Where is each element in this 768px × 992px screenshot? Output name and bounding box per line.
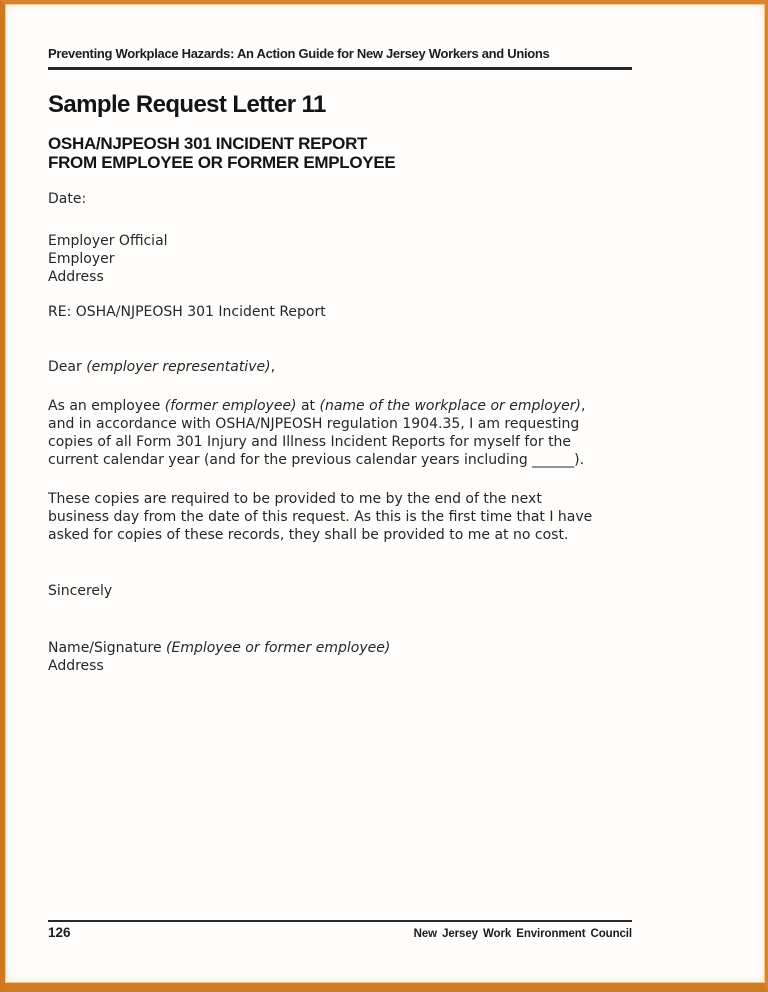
closing: Sincerely <box>48 583 113 599</box>
paragraph-terms-line-1: These copies are required to be provided to me by the end of the next <box>48 491 542 507</box>
letter-content <box>5 4 765 675</box>
paragraph-terms <box>48 490 632 544</box>
footer-organization: New Jersey Work Environment Council <box>413 928 632 940</box>
salutation-post: , <box>270 359 276 375</box>
paragraph-terms-line-3: asked for copies of these records, they shall be provided to me at no cost. <box>48 527 569 543</box>
paragraph-request-line-2: and in accordance with OSHA/NJPEOSH regulation 1904.35, I am requesting <box>48 416 580 432</box>
signature-address-line: Address <box>48 658 104 674</box>
signature-block <box>48 639 632 675</box>
paragraph-request-line-3: copies of all Form 301 Injury and Illness Incident Reports for myself for the <box>48 434 572 450</box>
page-number: 126 <box>48 925 71 940</box>
text-segment: As an employee <box>48 398 165 414</box>
salutation-placeholder: (employer representative) <box>86 359 271 375</box>
salutation <box>48 358 632 376</box>
recipient-official: Employer Official <box>48 233 168 249</box>
recipient-address: Address <box>48 269 104 285</box>
salutation-pre: Dear <box>48 359 87 375</box>
footer-rule <box>48 920 632 922</box>
placeholder-signer: (Employee or former employee) <box>166 640 391 656</box>
page-title: Sample Request Letter 11 <box>48 91 326 118</box>
paragraph-request-line-1 <box>48 397 632 415</box>
page-footer <box>48 920 632 940</box>
signature-name-line <box>48 639 632 657</box>
header-rule <box>48 67 632 70</box>
text-segment: at <box>296 398 320 414</box>
text-segment: Name/Signature <box>48 640 167 656</box>
paragraph-request-line-4: current calendar year (and for the previous calendar years including ______). <box>48 452 585 468</box>
date-label: Date: <box>48 191 87 207</box>
recipient-block <box>48 232 632 286</box>
paragraph-terms-line-2: business day from the date of this request. As this is the first time that I have <box>48 509 593 525</box>
subject-line-1: OSHA/NJPEOSH 301 INCIDENT REPORT <box>48 134 368 153</box>
recipient-employer: Employer <box>48 251 115 267</box>
placeholder-workplace-name: (name of the workplace or employer) <box>319 398 581 414</box>
running-header: Preventing Workplace Hazards: An Action Guide for New Jersey Workers and Unions <box>48 46 550 61</box>
subject-line-2: FROM EMPLOYEE OR FORMER EMPLOYEE <box>48 153 396 172</box>
footer-row <box>48 925 632 940</box>
text-segment: , <box>580 398 586 414</box>
re-subject-line: RE: OSHA/NJPEOSH 301 Incident Report <box>48 304 326 320</box>
letter-subject-heading <box>48 134 632 172</box>
paragraph-request <box>48 397 632 469</box>
placeholder-former-employee: (former employee) <box>164 398 297 414</box>
